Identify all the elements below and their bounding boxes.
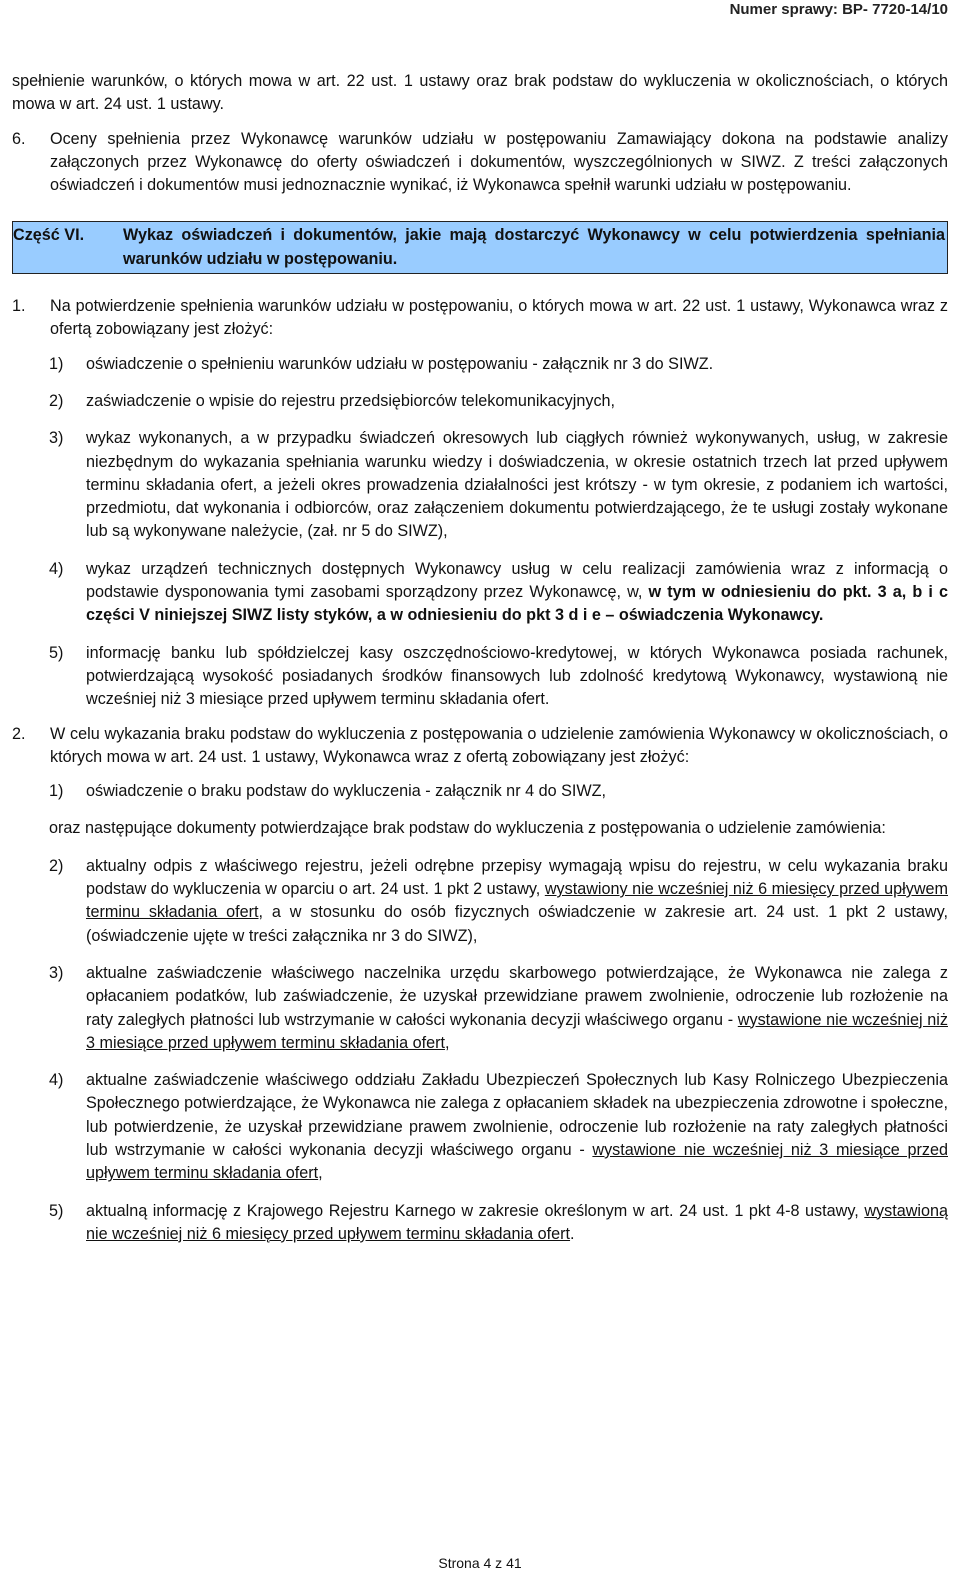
list-item (49, 558, 948, 628)
list-item-text: oświadczenie o braku podstaw do wykluczenia - załącznik nr 4 do SIWZ, (86, 782, 607, 801)
item-6 (12, 128, 948, 198)
item-6-number: 6. (12, 129, 26, 148)
list-item-text-part: aktualny odpis z właściwego rejestru, jeżeli odrębne przepisy wymagają wpisu do rejestru, w celu wykazania braku podstaw do wykluczenia w oparciu o art. 24 ust. 1 pkt 2 ustawy, (86, 856, 948, 899)
list-item-text: wykaz wykonanych, a w przypadku świadczeń okresowych lub ciągłych również wykonywanych, usług, w zakresie niezbędnym do wykazania spełniania warunku wiedzy i doświadczenia, w okresie ostatnich trzech lat przed upływem terminu składania ofert, a jeżeli okres prowadzenia działalności jest krótszy - w tym okresie, z podaniem ich wartości, przedmiotu, dat wykonania i odbiorców, oraz załączeniem dokumentu potwierdzającego, że te usługi zostały wykonane lub są wykonywane należycie, (zał. nr 5 do SIWZ), (86, 429, 948, 541)
list-item-text-part: . (570, 1224, 575, 1243)
list-item-text-part: , a w stosunku do osób fizycznych oświadczenie w zakresie art. 24 ust. 1 pkt 2 ustawy, (oświadczenie ujęte w treści załącznika nr 3 do SIWZ), (86, 903, 948, 945)
list-item (49, 1200, 948, 1247)
list-item-number: 5) (49, 1201, 64, 1220)
list-item-number: 3) (49, 429, 64, 448)
list-item-number: 3) (49, 963, 64, 982)
list-item-text (86, 962, 948, 1055)
paragraph-2-text: W celu wykazania braku podstaw do wykluczenia z postępowania o udzielenie zamówienia Wykonawcy w okolicznościach, o których mowa w art. 24 ust. 1 ustawy, Wykonawca wraz z ofertą zobowiązany jest złożyć: (50, 724, 948, 766)
list-item-number: 1) (49, 782, 64, 801)
list-item-text-part: aktualne zaświadczenie właściwego oddziału Zakładu Ubezpieczeń Społecznych lub Kasy Rolniczego Ubezpieczenia Społecznego potwierdzające, że Wykonawca nie zalega z opłacaniem składek na ubezpieczenia zdrowotne i społeczne, lub potwierdzenie, że uzyskał przewidziane prawem zwolnienie, odroczenie lub rozłożenie na raty zaległych płatności lub wstrzymanie w całości wykonania decyzji właściwego organu - (86, 1071, 948, 1159)
list-item-text: oświadczenie o spełnieniu warunków udziału w postępowaniu - załącznik nr 3 do SIWZ. (86, 354, 714, 373)
list-item-number: 2) (49, 391, 64, 410)
case-number: Numer sprawy: BP- 7720-14/10 (729, 1, 948, 18)
list-item-number: 4) (49, 559, 64, 578)
list-item (49, 962, 948, 1055)
section-title: Wykaz oświadczeń i dokumentów, jakie mają dostarczyć Wykonawcy w celu potwierdzenia spełniania warunków udziału w postępowaniu. (123, 226, 945, 268)
list-item-text-part: , (445, 1033, 450, 1052)
list-item (49, 642, 948, 712)
list-item (49, 427, 948, 543)
page-number: Strona 4 z 41 (438, 1555, 522, 1571)
paragraph-2 (12, 723, 948, 770)
list-item-text-bold: w tym w odniesieniu do pkt. 3 a, b i c części V niniejszej SIWZ listy styków, a w odniesieniu do pkt 3 d i e – oświadczenia Wykonawcy. (86, 583, 948, 625)
list-item-text-part: , (318, 1164, 323, 1183)
list-item-text-underlined: wystawioną nie wcześniej niż 6 miesięcy przed upływem terminu składania ofert (86, 1201, 948, 1243)
list-item (49, 780, 948, 803)
list-item-text-underlined: wystawione nie wcześniej niż 3 miesiące przed upływem terminu składania ofert (86, 1140, 948, 1183)
list-item-text-normal: wykaz urządzeń technicznych dostępnych Wykonawcy usług w celu realizacji zamówienia wraz z informacją o podstawie dysponowania tymi zasobami sporządzony przez Wykonawcę, w, (86, 559, 948, 602)
section-label: Część VI. (13, 226, 85, 245)
list-item-number: 4) (49, 1071, 64, 1090)
list-item-text-underlined: wystawione nie wcześniej niż 3 miesiące przed upływem terminu składania ofert (86, 1010, 948, 1052)
list-item (49, 390, 948, 413)
list-item-text (86, 1200, 948, 1247)
paragraph-1-text: Na potwierdzenie spełnienia warunków udziału w postępowaniu, o których mowa w art. 22 ust. 1 ustawy, Wykonawca wraz z ofertą zobowiązany jest złożyć: (50, 297, 948, 339)
list-item-number: 5) (49, 643, 64, 662)
list-item (49, 855, 948, 948)
list-item (49, 353, 948, 376)
list-item-number: 2) (49, 856, 64, 875)
document-body (12, 70, 948, 1246)
continuation-paragraph: spełnienie warunków, o których mowa w art. 22 ust. 1 ustawy oraz brak podstaw do wykluczenia w okolicznościach, o których mowa w art. 24 ust. 1 ustawy. (12, 72, 948, 114)
list-item-text: informację banku lub spółdzielczej kasy oszczędnościowo-kredytowej, w których Wykonawca posiada rachunek, potwierdzającą wysokość posiadanych środków finansowych lub zdolność kredytową Wykonawcy, wystawioną nie wcześniej niż 3 miesiące przed upływem terminu składania ofert. (86, 643, 948, 709)
paragraph-2-number: 2. (12, 724, 26, 743)
list-item-text (86, 558, 948, 628)
section-heading (12, 221, 948, 274)
middle-paragraph: oraz następujące dokumenty potwierdzające brak podstaw do wykluczenia z postępowania o udzielenie zamówienia: (49, 819, 886, 838)
paragraph-1-number: 1. (12, 297, 26, 316)
list-item-text-part: aktualne zaświadczenie właściwego naczelnika urzędu skarbowego potwierdzające, że Wykonawca nie zalega z opłacaniem podatków, lub zaświadczenie, że uzyskał przewidziane prawem zwolnienie, odroczenie lub rozłożenie na raty zaległych płatności lub wstrzymanie w całości wykonania decyzji właściwego organu - (86, 963, 948, 1029)
item-6-text: Oceny spełnienia przez Wykonawcę warunków udziału w postępowaniu Zamawiający dokona na podstawie analizy załączonych przez Wykonawcę do oferty oświadczeń i dokumentów, wyszczególnionych w SIWZ. Z treści załączonych oświadczeń i dokumentów musi jednoznacznie wynikać, iż Wykonawca spełnił warunki udziału w postępowaniu. (50, 129, 948, 195)
paragraph-1 (12, 295, 948, 342)
list-item-text: zaświadczenie o wpisie do rejestru przedsiębiorców telekomunikacyjnych, (86, 391, 616, 410)
list-item-number: 1) (49, 354, 64, 373)
list-item (49, 1069, 948, 1185)
list-item-text-underlined: wystawiony nie wcześniej niż 6 miesięcy przed upływem terminu składania ofert (86, 880, 949, 922)
list-item-text-part: aktualną informację z Krajowego Rejestru Karnego w zakresie określonym w art. 24 ust. 1 pkt 4-8 ustawy, (86, 1201, 865, 1220)
list-item-text (86, 855, 948, 948)
list-item-text (86, 1069, 948, 1185)
